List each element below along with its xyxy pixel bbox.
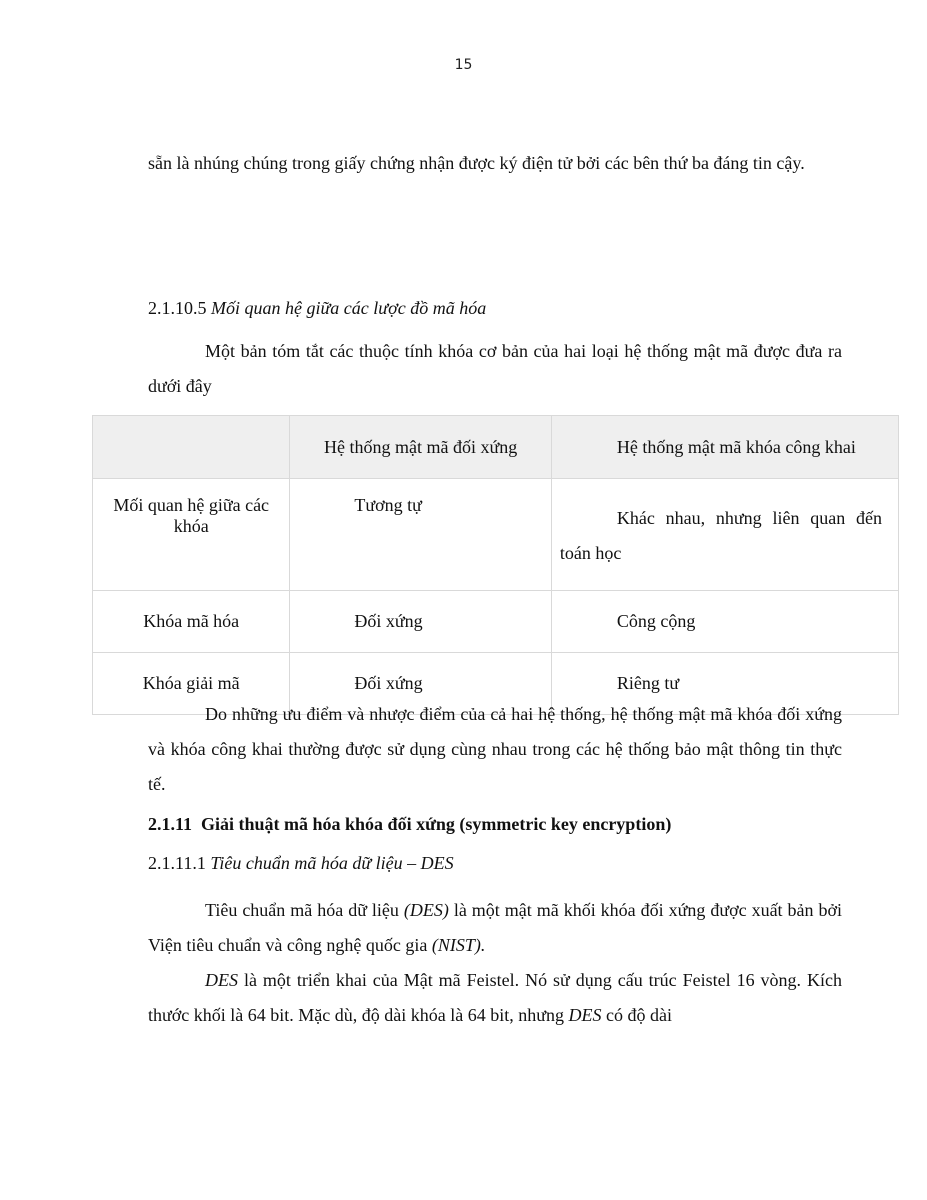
- key-properties-table: [92, 415, 899, 715]
- text-run: là một mật mã khối khóa đối xứng được xuất bản bởi Viện tiêu chuẩn và công nghệ quốc gia: [148, 900, 843, 955]
- section-number: 2.1.11: [148, 814, 193, 834]
- table-row: [93, 591, 899, 653]
- des-paragraph-2: [148, 963, 842, 1033]
- des-paragraph-1: [148, 893, 842, 963]
- page-number: 15: [454, 57, 473, 73]
- text-run-italic: (NIST).: [431, 935, 486, 955]
- table-header-row: [93, 416, 899, 479]
- table-cell: Khóa mã hóa: [93, 591, 290, 653]
- section-heading-2-1-11: [148, 812, 671, 836]
- intro-paragraph: Một bản tóm tắt các thuộc tính khóa cơ bản của hai loại hệ thống mật mã được đưa ra dưới đây: [148, 341, 842, 396]
- subsection-title: Tiêu chuẩn mã hóa dữ liệu – DES: [210, 853, 454, 873]
- table-cell: Riêng tư: [551, 653, 898, 715]
- subsection-title: Mối quan hệ giữa các lược đồ mã hóa: [211, 298, 487, 318]
- table-cell: Đối xứng: [290, 653, 551, 715]
- text-run: là một triển khai của Mật mã Feistel. Nó sử dụng cấu trúc Feistel 16 vòng. Kích thước khối là 64 bit. Mặc dù, độ dài khóa là 64 bit, nhưng: [148, 970, 842, 1025]
- table-cell: Tương tự: [290, 479, 551, 591]
- table-cell: Công cộng: [551, 591, 898, 653]
- text-run: có độ dài: [601, 1005, 672, 1025]
- section-title: Giải thuật mã hóa khóa đối xứng (symmetric key encryption): [201, 814, 672, 834]
- table-cell: Khóa giải mã: [93, 653, 290, 715]
- after-table-paragraph: Do những ưu điểm và nhược điểm của cả hai hệ thống, hệ thống mật mã khóa đối xứng và khóa công khai thường được sử dụng cùng nhau trong các hệ thống bảo mật thông tin thực tế.: [148, 704, 842, 794]
- text-run: Tiêu chuẩn mã hóa dữ liệu: [205, 900, 404, 920]
- text-run-italic: (DES): [403, 900, 449, 920]
- subsection-heading-2-1-10-5: [148, 296, 486, 320]
- subsection-heading-2-1-11-1: [148, 851, 454, 875]
- table-cell: Mối quan hệ giữa các khóa: [93, 479, 290, 591]
- table-header-cell: [93, 416, 290, 479]
- subsection-number: 2.1.11.1: [148, 853, 206, 873]
- text-run-italic: DES: [568, 1005, 602, 1025]
- table-cell: Khác nhau, nhưng liên quan đến toán học: [551, 479, 898, 591]
- table-cell: Đối xứng: [290, 591, 551, 653]
- table-header-cell: Hệ thống mật mã khóa công khai: [551, 416, 898, 479]
- text-run-italic: DES: [205, 970, 238, 990]
- continuation-paragraph: sẵn là nhúng chúng trong giấy chứng nhận được ký điện tử bởi các bên thứ ba đáng tin cậy.: [148, 153, 805, 173]
- table-row: [93, 479, 899, 591]
- subsection-number: 2.1.10.5: [148, 298, 207, 318]
- table-header-cell: Hệ thống mật mã đối xứng: [290, 416, 551, 479]
